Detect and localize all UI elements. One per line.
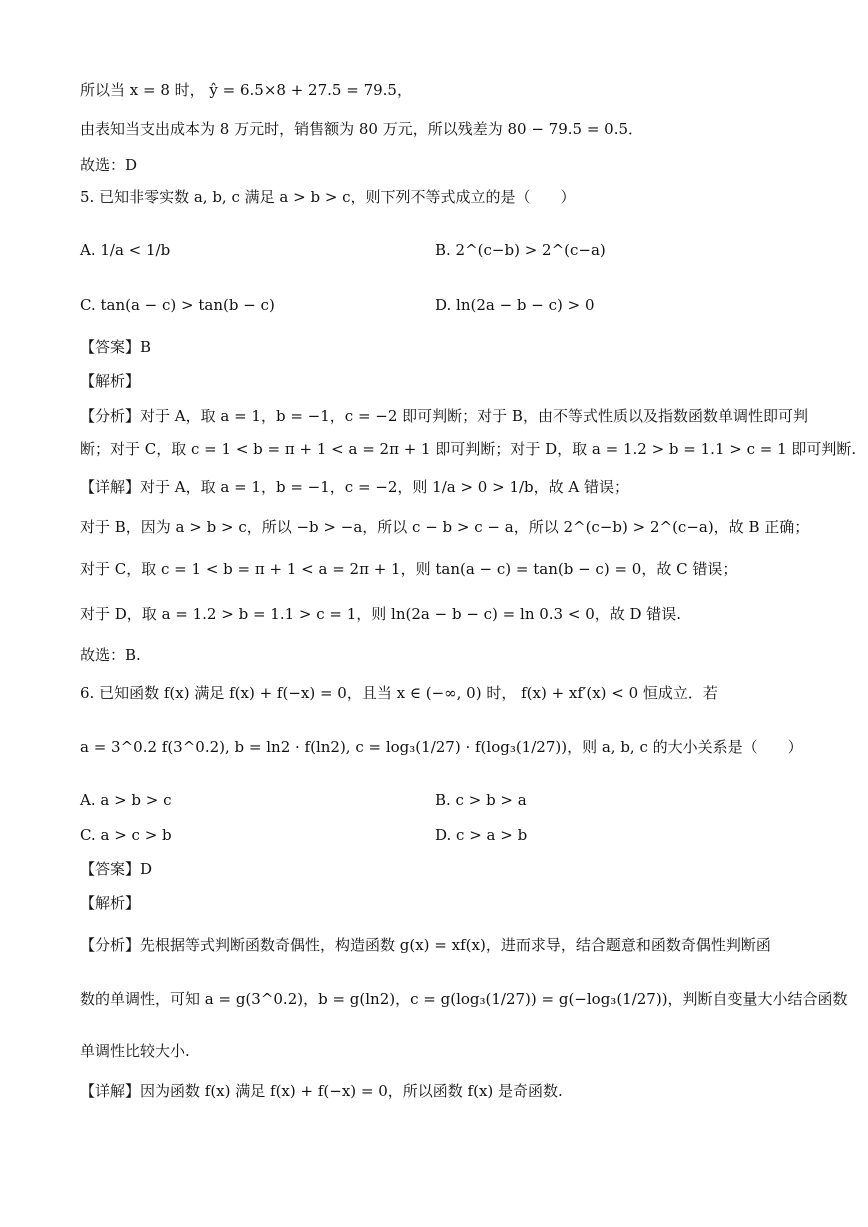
detail-6-line: 【详解】因为函数 f(x) 满足 f(x) + f(−x) = 0，所以函数 f(x) 是奇函数. [80, 1082, 563, 1100]
analysis-heading-5: 【解析】 [80, 372, 141, 390]
question-6-line: a = 3^0.2 f(3^0.2), b = ln2 · f(ln2), c = log₃(1/27) · f(log₃(1/27))，则 a, b, c 的大小关系是（ ） [80, 738, 803, 756]
option-5b: B. 2^(c−b) > 2^(c−a) [435, 241, 606, 259]
analysis-6-line: 单调性比较大小. [80, 1042, 190, 1060]
option-6d: D. c > a > b [435, 826, 528, 844]
analysis-heading-6: 【解析】 [80, 894, 141, 912]
option-5c: C. tan(a − c) > tan(b − c) [80, 296, 275, 314]
analysis-6-line: 【分析】先根据等式判断函数奇偶性，构造函数 g(x) = xf(x)，进而求导，结合题意和函数奇偶性判断函 [80, 936, 771, 954]
analysis-5-line: 【分析】对于 A，取 a = 1，b = −1，c = −2 即可判断；对于 B，由不等式性质以及指数函数单调性即可判 [80, 407, 808, 425]
answer-5: 【答案】B [80, 338, 152, 356]
detail-5-line: 对于 D，取 a = 1.2 > b = 1.1 > c = 1，则 ln(2a − b − c) = ln 0.3 < 0，故 D 错误. [80, 605, 682, 623]
answer-6: 【答案】D [80, 860, 153, 878]
option-6a: A. a > b > c [80, 791, 172, 809]
option-6c: C. a > c > b [80, 826, 172, 844]
text-line: 所以当 x = 8 时， ŷ = 6.5×8 + 27.5 = 79.5， [80, 81, 412, 99]
question-6-line: 6. 已知函数 f(x) 满足 f(x) + f(−x) = 0，且当 x ∈ (−∞, 0) 时， f(x) + xf′(x) < 0 恒成立．若 [80, 684, 718, 702]
option-5d: D. ln(2a − b − c) > 0 [435, 296, 595, 314]
text-line: 故选：D [80, 156, 138, 174]
detail-5-line: 对于 B，因为 a > b > c，所以 −b > −a，所以 c − b > c − a，所以 2^(c−b) > 2^(c−a)，故 B 正确； [80, 518, 810, 536]
text-line: 由表知当支出成本为 8 万元时，销售额为 80 万元，所以残差为 80 − 79.5 = 0.5． [80, 120, 644, 138]
option-5a: A. 1/a < 1/b [80, 241, 171, 259]
option-6b: B. c > b > a [435, 791, 527, 809]
detail-5-line: 对于 C，取 c = 1 < b = π + 1 < a = 2π + 1，则 tan(a − c) = tan(b − c) = 0，故 C 错误； [80, 560, 738, 578]
analysis-5-line: 断；对于 C，取 c = 1 < b = π + 1 < a = 2π + 1 即可判断；对于 D，取 a = 1.2 > b = 1.1 > c = 1 即可判断. [80, 440, 857, 458]
analysis-6-line: 数的单调性，可知 a = g(3^0.2)，b = g(ln2)，c = g(log₃(1/27)) = g(−log₃(1/27))，判断自变量大小结合函数 [80, 990, 848, 1008]
conclusion-5: 故选：B. [80, 646, 141, 664]
detail-5-line: 【详解】对于 A，取 a = 1，b = −1，c = −2，则 1/a > 0 > 1/b，故 A 错误； [80, 478, 630, 496]
question-5: 5. 已知非零实数 a, b, c 满足 a > b > c，则下列不等式成立的是（ ） [80, 188, 576, 206]
